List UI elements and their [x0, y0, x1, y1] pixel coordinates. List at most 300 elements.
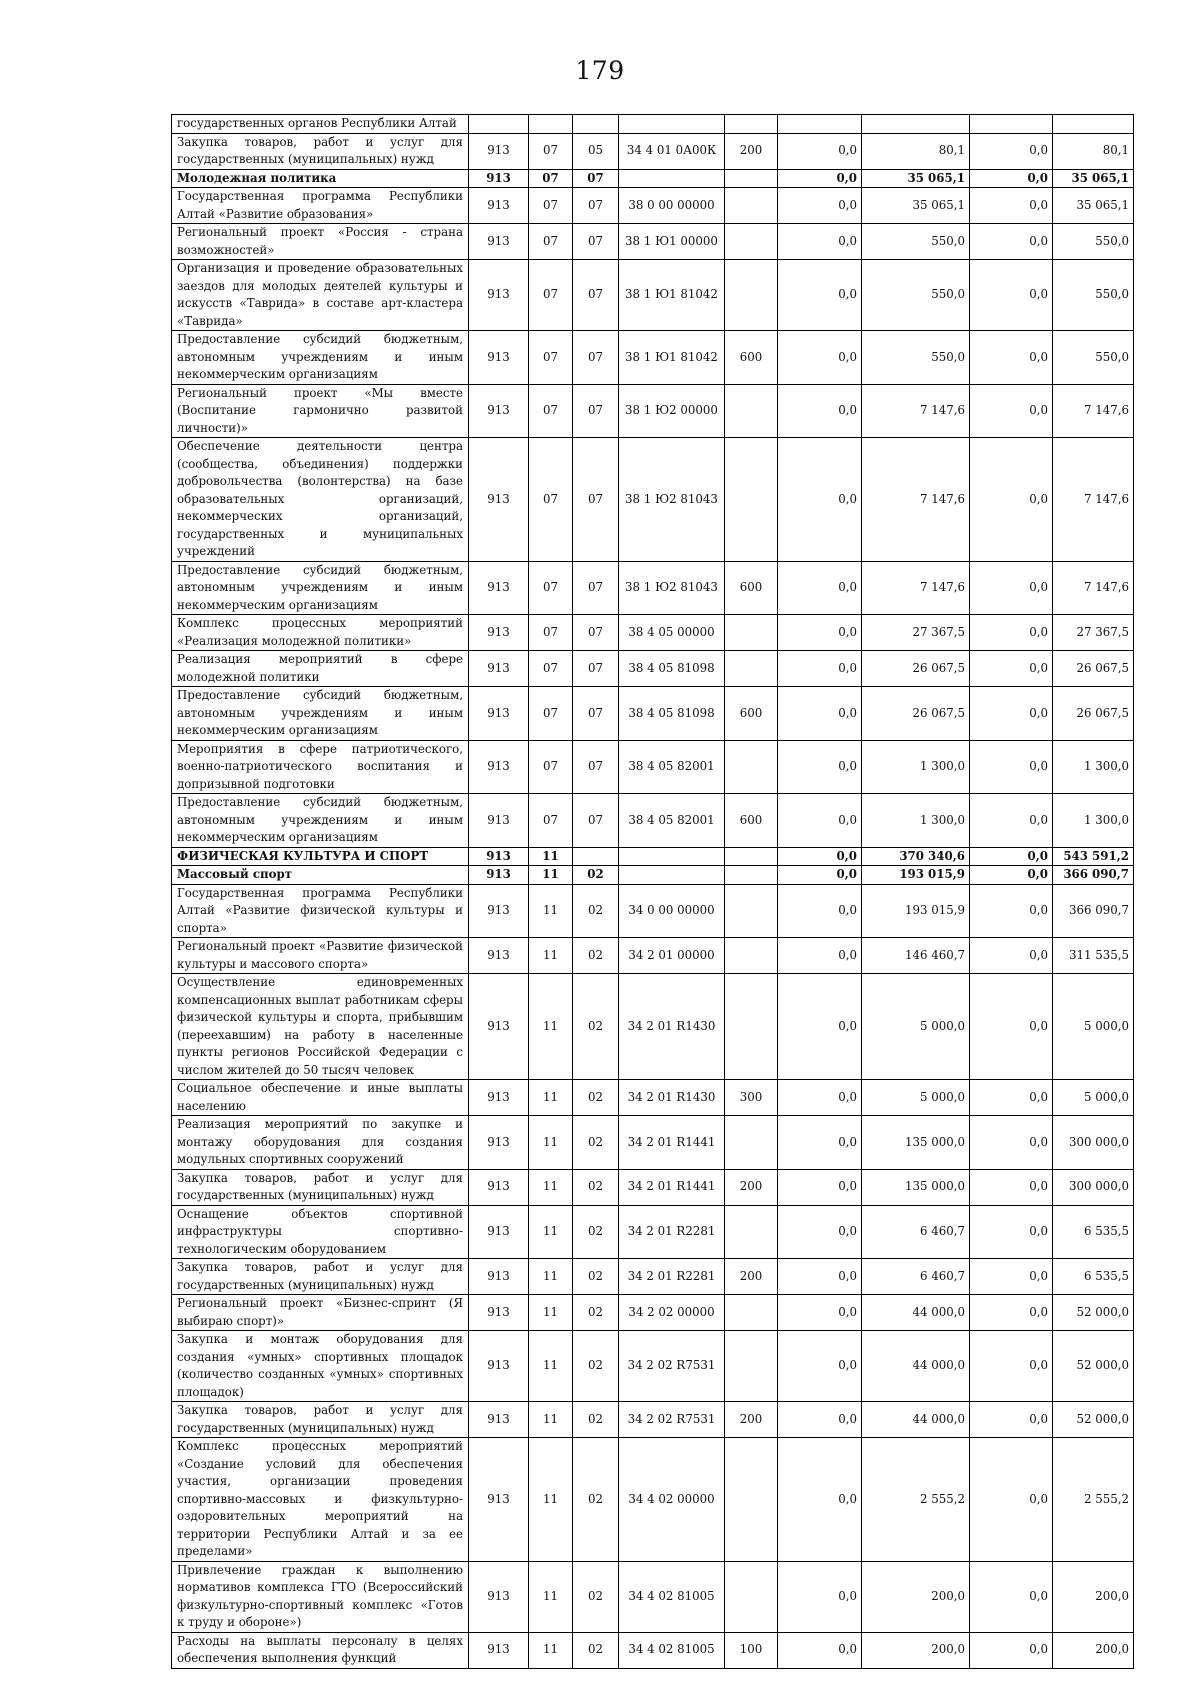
row-expense-type: 600 [725, 331, 778, 385]
row-name: Оснащение объектов спортивной инфраструктуры спортивно-технологическим оборудованием [172, 1205, 469, 1259]
row-amount-3: 0,0 [970, 847, 1053, 866]
row-amount-2: 200,0 [862, 1632, 970, 1668]
row-subsection: 02 [573, 1295, 619, 1331]
row-subsection: 07 [573, 384, 619, 438]
row-section: 11 [529, 938, 573, 974]
row-name: Обеспечение деятельности центра (сообщества, объединения) поддержки добровольчества (волонтерства) на базе образовательных организаций, некоммерческих организаций, государственных и муниципальных учреждений [172, 438, 469, 562]
row-subsection: 05 [573, 133, 619, 169]
row-amount-2: 193 015,9 [862, 884, 970, 938]
row-amount-2: 370 340,6 [862, 847, 970, 866]
table-row [172, 651, 1134, 687]
row-amount-3: 0,0 [970, 561, 1053, 615]
row-amount-4: 52 000,0 [1053, 1331, 1134, 1402]
table-row [172, 1259, 1134, 1295]
row-name: Закупка товаров, работ и услуг для государственных (муниципальных) нужд [172, 1169, 469, 1205]
table-row [172, 974, 1134, 1080]
row-expense-type: 200 [725, 1259, 778, 1295]
row-amount-3: 0,0 [970, 1116, 1053, 1170]
row-name: Реализация мероприятий по закупке и монтажу оборудования для создания модульных спортивных сооружений [172, 1116, 469, 1170]
row-amount-2: 80,1 [862, 133, 970, 169]
row-amount-3: 0,0 [970, 1295, 1053, 1331]
row-expense-type: 600 [725, 687, 778, 741]
row-amount-4: 27 367,5 [1053, 615, 1134, 651]
row-amount-3: 0,0 [970, 224, 1053, 260]
row-expense-type [725, 260, 778, 331]
row-target-article: 38 4 05 81098 [619, 651, 725, 687]
row-expense-type [725, 224, 778, 260]
row-amount-1: 0,0 [778, 1295, 862, 1331]
row-amount-4: 1 300,0 [1053, 740, 1134, 794]
row-amount-1: 0,0 [778, 384, 862, 438]
row-subsection: 02 [573, 1438, 619, 1562]
row-amount-2: 550,0 [862, 260, 970, 331]
row-amount-1: 0,0 [778, 938, 862, 974]
row-subsection: 02 [573, 1632, 619, 1668]
row-target-article: 34 2 01 R1441 [619, 1116, 725, 1170]
row-admin-code: 913 [469, 1632, 529, 1668]
row-admin-code: 913 [469, 974, 529, 1080]
row-expense-type [725, 884, 778, 938]
row-expense-type [725, 615, 778, 651]
row-amount-1: 0,0 [778, 1116, 862, 1170]
row-admin-code: 913 [469, 1169, 529, 1205]
row-target-article: 38 0 00 00000 [619, 188, 725, 224]
page-number: 179 [575, 56, 625, 85]
row-target-article: 34 2 01 R2281 [619, 1259, 725, 1295]
row-section: 11 [529, 847, 573, 866]
row-amount-1: 0,0 [778, 188, 862, 224]
row-amount-4: 6 535,5 [1053, 1205, 1134, 1259]
table-row [172, 1169, 1134, 1205]
row-section: 11 [529, 1402, 573, 1438]
row-amount-1: 0,0 [778, 1259, 862, 1295]
row-amount-1: 0,0 [778, 224, 862, 260]
table-row [172, 115, 1134, 134]
row-admin-code: 913 [469, 331, 529, 385]
row-amount-3: 0,0 [970, 1331, 1053, 1402]
row-amount-3: 0,0 [970, 938, 1053, 974]
row-amount-2: 1 300,0 [862, 794, 970, 848]
row-target-article [619, 169, 725, 188]
row-amount-2: 44 000,0 [862, 1402, 970, 1438]
row-subsection: 02 [573, 1080, 619, 1116]
row-name: Региональный проект «Россия - страна возможностей» [172, 224, 469, 260]
row-amount-4: 300 000,0 [1053, 1169, 1134, 1205]
row-admin-code: 913 [469, 1561, 529, 1632]
row-expense-type [725, 1295, 778, 1331]
row-section: 11 [529, 1561, 573, 1632]
row-amount-3: 0,0 [970, 794, 1053, 848]
row-amount-1: 0,0 [778, 794, 862, 848]
row-admin-code: 913 [469, 438, 529, 562]
row-amount-1: 0,0 [778, 1205, 862, 1259]
row-subsection: 02 [573, 1402, 619, 1438]
row-target-article: 38 1 Ю2 81043 [619, 561, 725, 615]
row-name: Региональный проект «Мы вместе (Воспитание гармонично развитой личности)» [172, 384, 469, 438]
row-amount-2 [862, 115, 970, 134]
row-subsection: 07 [573, 188, 619, 224]
row-name: государственных органов Республики Алтай [172, 115, 469, 134]
row-subsection: 02 [573, 1169, 619, 1205]
row-subsection: 07 [573, 651, 619, 687]
row-amount-3: 0,0 [970, 687, 1053, 741]
row-amount-1: 0,0 [778, 1080, 862, 1116]
row-expense-type [725, 1561, 778, 1632]
row-amount-1: 0,0 [778, 687, 862, 741]
row-admin-code: 913 [469, 884, 529, 938]
row-expense-type [725, 1116, 778, 1170]
row-amount-4: 35 065,1 [1053, 188, 1134, 224]
row-amount-2: 26 067,5 [862, 651, 970, 687]
row-expense-type [725, 847, 778, 866]
row-amount-3: 0,0 [970, 615, 1053, 651]
row-admin-code: 913 [469, 1295, 529, 1331]
row-amount-1: 0,0 [778, 740, 862, 794]
row-admin-code: 913 [469, 1259, 529, 1295]
row-expense-type [725, 188, 778, 224]
budget-table [171, 114, 1134, 1669]
row-amount-3: 0,0 [970, 188, 1053, 224]
row-name: Расходы на выплаты персоналу в целях обеспечения выполнения функций [172, 1632, 469, 1668]
row-admin-code: 913 [469, 1438, 529, 1562]
row-section: 07 [529, 384, 573, 438]
row-section: 11 [529, 1259, 573, 1295]
row-name: Комплекс процессных мероприятий «Реализация молодежной политики» [172, 615, 469, 651]
row-amount-4: 7 147,6 [1053, 561, 1134, 615]
row-admin-code: 913 [469, 260, 529, 331]
row-admin-code: 913 [469, 687, 529, 741]
row-target-article: 34 2 02 R7531 [619, 1331, 725, 1402]
row-amount-1: 0,0 [778, 561, 862, 615]
table-row [172, 938, 1134, 974]
table-row [172, 884, 1134, 938]
row-amount-2: 550,0 [862, 224, 970, 260]
row-section: 07 [529, 331, 573, 385]
row-name: Предоставление субсидий бюджетным, автономным учреждениям и иным некоммерческим организациям [172, 561, 469, 615]
row-amount-4 [1053, 115, 1134, 134]
row-amount-1: 0,0 [778, 1169, 862, 1205]
row-section: 07 [529, 687, 573, 741]
row-amount-3: 0,0 [970, 974, 1053, 1080]
row-name: Предоставление субсидий бюджетным, автономным учреждениям и иным некоммерческим организациям [172, 794, 469, 848]
row-amount-2: 27 367,5 [862, 615, 970, 651]
table-row [172, 1080, 1134, 1116]
row-section: 07 [529, 794, 573, 848]
row-amount-4: 80,1 [1053, 133, 1134, 169]
row-admin-code: 913 [469, 740, 529, 794]
table-row [172, 1116, 1134, 1170]
row-target-article: 38 1 Ю2 00000 [619, 384, 725, 438]
row-amount-2: 26 067,5 [862, 687, 970, 741]
row-admin-code: 913 [469, 1331, 529, 1402]
row-section: 11 [529, 1632, 573, 1668]
row-target-article: 34 2 01 R1441 [619, 1169, 725, 1205]
table-row [172, 331, 1134, 385]
table-row [172, 866, 1134, 885]
row-name: Закупка товаров, работ и услуг для государственных (муниципальных) нужд [172, 1259, 469, 1295]
row-amount-2: 7 147,6 [862, 438, 970, 562]
row-subsection: 02 [573, 1259, 619, 1295]
row-target-article: 34 2 01 R1430 [619, 1080, 725, 1116]
row-section: 11 [529, 884, 573, 938]
row-target-article: 38 1 Ю1 81042 [619, 331, 725, 385]
row-admin-code: 913 [469, 615, 529, 651]
row-subsection: 02 [573, 884, 619, 938]
row-name: Мероприятия в сфере патриотического, военно-патриотического воспитания и допризывной подготовки [172, 740, 469, 794]
row-amount-3: 0,0 [970, 1205, 1053, 1259]
row-admin-code: 913 [469, 169, 529, 188]
row-target-article: 34 4 02 81005 [619, 1561, 725, 1632]
row-target-article: 34 2 02 R7531 [619, 1402, 725, 1438]
row-subsection: 02 [573, 974, 619, 1080]
row-amount-4: 7 147,6 [1053, 438, 1134, 562]
row-name: Предоставление субсидий бюджетным, автономным учреждениям и иным некоммерческим организациям [172, 331, 469, 385]
row-name: Организация и проведение образовательных заездов для молодых деятелей культуры и искусств «Таврида» в составе арт-кластера «Таврида» [172, 260, 469, 331]
row-section: 07 [529, 188, 573, 224]
row-expense-type [725, 866, 778, 885]
row-amount-3: 0,0 [970, 1259, 1053, 1295]
row-expense-type [725, 740, 778, 794]
row-amount-2: 550,0 [862, 331, 970, 385]
table-row [172, 1402, 1134, 1438]
row-target-article: 34 0 00 00000 [619, 884, 725, 938]
row-section: 07 [529, 169, 573, 188]
row-amount-4: 550,0 [1053, 224, 1134, 260]
row-admin-code: 913 [469, 938, 529, 974]
row-admin-code: 913 [469, 847, 529, 866]
row-name: Массовый спорт [172, 866, 469, 885]
row-subsection: 02 [573, 866, 619, 885]
row-expense-type: 600 [725, 561, 778, 615]
row-admin-code: 913 [469, 1402, 529, 1438]
row-target-article: 34 2 01 00000 [619, 938, 725, 974]
row-amount-3: 0,0 [970, 1438, 1053, 1562]
row-name: Закупка товаров, работ и услуг для государственных (муниципальных) нужд [172, 133, 469, 169]
row-name: Государственная программа Республики Алтай «Развитие физической культуры и спорта» [172, 884, 469, 938]
row-amount-4: 7 147,6 [1053, 384, 1134, 438]
table-row [172, 794, 1134, 848]
row-amount-4: 1 300,0 [1053, 794, 1134, 848]
row-target-article: 38 4 05 00000 [619, 615, 725, 651]
row-admin-code [469, 115, 529, 134]
row-amount-4: 543 591,2 [1053, 847, 1134, 866]
row-amount-1: 0,0 [778, 884, 862, 938]
row-expense-type: 200 [725, 1402, 778, 1438]
row-target-article: 38 1 Ю2 81043 [619, 438, 725, 562]
row-amount-2: 6 460,7 [862, 1259, 970, 1295]
row-amount-3: 0,0 [970, 740, 1053, 794]
row-subsection: 02 [573, 938, 619, 974]
row-amount-2: 1 300,0 [862, 740, 970, 794]
table-row [172, 1331, 1134, 1402]
row-target-article: 38 4 05 82001 [619, 794, 725, 848]
row-amount-3: 0,0 [970, 651, 1053, 687]
table-row [172, 1438, 1134, 1562]
row-amount-3: 0,0 [970, 331, 1053, 385]
row-amount-4: 200,0 [1053, 1632, 1134, 1668]
row-section: 07 [529, 260, 573, 331]
row-section: 07 [529, 561, 573, 615]
table-row [172, 260, 1134, 331]
row-subsection: 07 [573, 615, 619, 651]
row-subsection: 07 [573, 331, 619, 385]
row-amount-2: 35 065,1 [862, 188, 970, 224]
row-section: 11 [529, 1205, 573, 1259]
row-amount-1: 0,0 [778, 260, 862, 331]
table-row [172, 438, 1134, 562]
row-amount-3: 0,0 [970, 260, 1053, 331]
row-amount-4: 6 535,5 [1053, 1259, 1134, 1295]
row-admin-code: 913 [469, 651, 529, 687]
row-name: Привлечение граждан к выполнению нормативов комплекса ГТО (Всероссийский физкультурно-спортивный комплекс «Готов к труду и обороне») [172, 1561, 469, 1632]
row-amount-4: 52 000,0 [1053, 1295, 1134, 1331]
row-section: 07 [529, 651, 573, 687]
table-row [172, 1295, 1134, 1331]
row-admin-code: 913 [469, 188, 529, 224]
row-expense-type [725, 169, 778, 188]
row-target-article: 34 2 02 00000 [619, 1295, 725, 1331]
row-section: 11 [529, 1295, 573, 1331]
table-row [172, 1205, 1134, 1259]
row-amount-2: 135 000,0 [862, 1116, 970, 1170]
row-expense-type [725, 1205, 778, 1259]
row-section: 07 [529, 224, 573, 260]
row-amount-2: 44 000,0 [862, 1331, 970, 1402]
row-subsection: 07 [573, 169, 619, 188]
row-amount-3: 0,0 [970, 884, 1053, 938]
row-amount-4: 26 067,5 [1053, 687, 1134, 741]
row-amount-3: 0,0 [970, 1561, 1053, 1632]
row-subsection: 02 [573, 1205, 619, 1259]
row-amount-4: 5 000,0 [1053, 1080, 1134, 1116]
row-amount-2: 5 000,0 [862, 1080, 970, 1116]
row-expense-type: 200 [725, 1169, 778, 1205]
row-amount-2: 6 460,7 [862, 1205, 970, 1259]
row-expense-type [725, 974, 778, 1080]
row-target-article [619, 866, 725, 885]
row-expense-type [725, 438, 778, 562]
row-expense-type: 300 [725, 1080, 778, 1116]
row-subsection [573, 847, 619, 866]
row-expense-type [725, 651, 778, 687]
row-amount-1: 0,0 [778, 169, 862, 188]
row-name: Реализация мероприятий в сфере молодежной политики [172, 651, 469, 687]
row-amount-3: 0,0 [970, 1080, 1053, 1116]
row-expense-type: 200 [725, 133, 778, 169]
row-amount-1: 0,0 [778, 331, 862, 385]
row-expense-type [725, 384, 778, 438]
row-amount-3: 0,0 [970, 1632, 1053, 1668]
row-amount-4: 26 067,5 [1053, 651, 1134, 687]
row-amount-4: 5 000,0 [1053, 974, 1134, 1080]
row-subsection: 02 [573, 1331, 619, 1402]
row-amount-3: 0,0 [970, 1402, 1053, 1438]
row-amount-4: 200,0 [1053, 1561, 1134, 1632]
row-expense-type [725, 1331, 778, 1402]
table-row [172, 224, 1134, 260]
row-section: 11 [529, 1438, 573, 1562]
row-amount-1: 0,0 [778, 1632, 862, 1668]
row-amount-1: 0,0 [778, 1561, 862, 1632]
row-subsection [573, 115, 619, 134]
row-admin-code: 913 [469, 561, 529, 615]
row-admin-code: 913 [469, 384, 529, 438]
row-subsection: 07 [573, 740, 619, 794]
row-subsection: 02 [573, 1561, 619, 1632]
row-admin-code: 913 [469, 224, 529, 260]
row-name: Государственная программа Республики Алтай «Развитие образования» [172, 188, 469, 224]
row-name: Закупка товаров, работ и услуг для государственных (муниципальных) нужд [172, 1402, 469, 1438]
table-row [172, 133, 1134, 169]
row-amount-3: 0,0 [970, 866, 1053, 885]
row-amount-1: 0,0 [778, 866, 862, 885]
table-row [172, 1632, 1134, 1668]
row-target-article: 34 4 01 0А00К [619, 133, 725, 169]
row-amount-3: 0,0 [970, 169, 1053, 188]
row-name: Региональный проект «Бизнес-спринт (Я выбираю спорт)» [172, 1295, 469, 1331]
row-name: Социальное обеспечение и иные выплаты населению [172, 1080, 469, 1116]
table-row [172, 847, 1134, 866]
row-section: 11 [529, 974, 573, 1080]
row-amount-4: 550,0 [1053, 331, 1134, 385]
row-section: 11 [529, 866, 573, 885]
row-admin-code: 913 [469, 1116, 529, 1170]
row-amount-1: 0,0 [778, 133, 862, 169]
row-name: Региональный проект «Развитие физической культуры и массового спорта» [172, 938, 469, 974]
row-target-article: 38 1 Ю1 81042 [619, 260, 725, 331]
row-amount-1: 0,0 [778, 974, 862, 1080]
row-subsection: 02 [573, 1116, 619, 1170]
table-row [172, 740, 1134, 794]
row-target-article: 34 4 02 81005 [619, 1632, 725, 1668]
row-amount-2: 7 147,6 [862, 561, 970, 615]
row-target-article [619, 115, 725, 134]
row-subsection: 07 [573, 260, 619, 331]
row-amount-3: 0,0 [970, 384, 1053, 438]
table-row [172, 1561, 1134, 1632]
row-admin-code: 913 [469, 794, 529, 848]
row-amount-2: 135 000,0 [862, 1169, 970, 1205]
row-name: Предоставление субсидий бюджетным, автономным учреждениям и иным некоммерческим организациям [172, 687, 469, 741]
row-section: 11 [529, 1169, 573, 1205]
row-target-article: 38 4 05 82001 [619, 740, 725, 794]
row-section: 07 [529, 740, 573, 794]
row-amount-2: 5 000,0 [862, 974, 970, 1080]
row-admin-code: 913 [469, 133, 529, 169]
row-section [529, 115, 573, 134]
row-name: Молодежная политика [172, 169, 469, 188]
table-row [172, 687, 1134, 741]
table-row [172, 188, 1134, 224]
row-subsection: 07 [573, 561, 619, 615]
row-amount-2: 44 000,0 [862, 1295, 970, 1331]
row-name: Закупка и монтаж оборудования для создания «умных» спортивных площадок (количество созданных «умных» спортивных площадок) [172, 1331, 469, 1402]
row-section: 11 [529, 1116, 573, 1170]
row-amount-4: 35 065,1 [1053, 169, 1134, 188]
row-amount-4: 366 090,7 [1053, 866, 1134, 885]
row-amount-2: 35 065,1 [862, 169, 970, 188]
row-amount-1: 0,0 [778, 615, 862, 651]
row-amount-4: 550,0 [1053, 260, 1134, 331]
row-expense-type: 600 [725, 794, 778, 848]
row-amount-1: 0,0 [778, 651, 862, 687]
row-amount-2: 200,0 [862, 1561, 970, 1632]
row-section: 11 [529, 1331, 573, 1402]
row-amount-3: 0,0 [970, 1169, 1053, 1205]
row-amount-1: 0,0 [778, 1438, 862, 1562]
row-expense-type [725, 938, 778, 974]
row-admin-code: 913 [469, 866, 529, 885]
